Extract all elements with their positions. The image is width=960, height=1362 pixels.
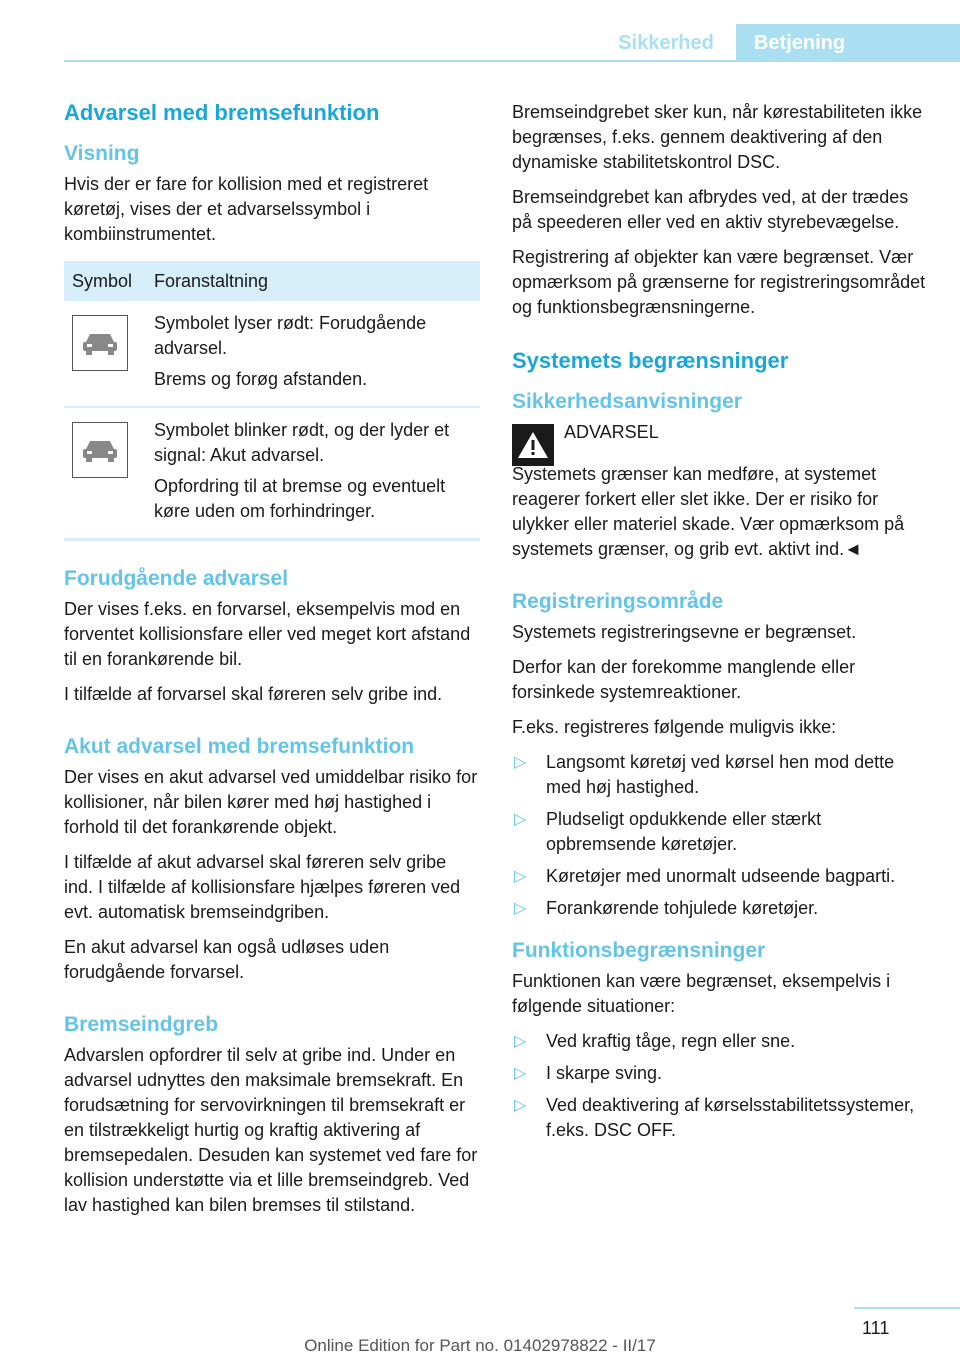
heading-pre-warning: Forudgående advarsel	[64, 567, 289, 590]
function-list	[512, 1029, 927, 1143]
paragraph: Hvis der er fare for kollision med et registreret køretøj, vises der et advarselssymbol i kombiinstrumentet.	[64, 174, 429, 244]
tab-operation[interactable]: Betjening	[736, 24, 960, 62]
paragraph: I tilfælde af forvarsel skal føreren selv gribe ind.	[64, 684, 443, 704]
tab-safety[interactable]: Sikkerhed	[618, 32, 714, 54]
paragraph: Bremseindgrebet sker kun, når kørestabiliteten ikke begrænses, f.eks. gennem deaktivering af den dynamiske stabilitetskontrol DSC.	[512, 102, 923, 172]
table-cell-text: Symbolet blinker rødt, og der lyder et signal: Akut advarsel.	[154, 420, 450, 465]
section-title-system-limits: Systemets begrænsninger	[512, 348, 789, 373]
paragraph: Derfor kan der forekomme manglende eller forsinkede systemreaktioner.	[512, 657, 856, 702]
paragraph: F.eks. registreres følgende muligvis ikke:	[512, 717, 837, 737]
bullet-icon: ▷	[514, 1033, 527, 1050]
paragraph: Der vises en akut advarsel ved umiddelbar risiko for kollisioner, når bilen kører med høj hastighed i forhold til det forankørende objekt.	[64, 767, 478, 837]
table-cell-text: Symbolet lyser rødt: Forudgående advarsel.	[154, 313, 427, 358]
list-item: ▷ Ved kraftig tåge, regn eller sne.	[512, 1029, 927, 1054]
edition-footer: Online Edition for Part no. 01402978822 - II/17	[304, 1336, 656, 1355]
heading-safety-notes: Sikkerhedsanvisninger	[512, 390, 742, 413]
list-item: ▷ Køretøjer med unormalt udseende bagparti.	[512, 864, 927, 889]
paragraph: I tilfælde af akut advarsel skal føreren selv gribe ind. I tilfælde af kollisionsfare hjælpes føreren ved evt. automatisk bremseindgriben.	[64, 852, 461, 922]
bullet-icon: ▷	[514, 868, 527, 885]
left-column	[64, 100, 480, 1228]
bullet-icon: ▷	[514, 1065, 527, 1082]
car-warning-icon	[72, 422, 128, 478]
warning-block	[512, 420, 927, 466]
warning-title: ADVARSEL	[564, 422, 659, 442]
bullet-icon: ▷	[514, 811, 527, 828]
paragraph: Der vises f.eks. en forvarsel, eksempelvis mod en forventet kollisionsfare eller ved meget kort afstand til en forankørende bil.	[64, 599, 471, 669]
paragraph: En akut advarsel kan også udløses uden forudgående forvarsel.	[64, 937, 390, 982]
table-row	[64, 407, 480, 540]
bullet-icon: ▷	[514, 1097, 527, 1114]
list-item: ▷ Pludseligt opdukkende eller stærkt opbremsende køretøjer.	[514, 809, 822, 854]
paragraph: Registrering af objekter kan være begrænset. Vær opmærksom på grænserne for registreringsområdet og funktionsbegrænsningerne.	[512, 247, 926, 317]
list-item: ▷ Forankørende tohjulede køretøjer.	[512, 896, 927, 921]
table-header-symbol: Symbol	[64, 261, 146, 301]
table-header-action: Foranstaltning	[146, 261, 480, 301]
heading-display: Visning	[64, 142, 140, 165]
section-title-brake-warning: Advarsel med bremsefunktion	[64, 100, 380, 125]
detection-list	[512, 750, 927, 921]
list-item: ▷ Langsomt køretøj ved kørsel hen mod dette med høj hastighed.	[514, 752, 895, 797]
paragraph: Advarslen opfordrer til selv at gribe ind. Under en advarsel udnyttes den maksimale bremsekraft. En forudsætning for servovirkningen til bremsekraft er en tilstrækkeligt hurtig og kraftig aktivering af bremsepedalen. Desuden kan systemet ved fare for kollision understøtte via et lille bremseindgreb. Ved lav hastighed kan bilen bremses til stilstand.	[64, 1045, 478, 1215]
paragraph: Funktionen kan være begrænset, eksempelvis i følgende situationer:	[512, 971, 891, 1016]
heading-brake-intervention: Bremseindgreb	[64, 1013, 219, 1036]
heading-function-limits: Funktionsbegrænsninger	[512, 939, 766, 962]
bullet-icon: ▷	[514, 900, 527, 917]
list-item: ▷ I skarpe sving.	[512, 1061, 927, 1086]
page-number: 111	[862, 1318, 890, 1338]
symbol-table	[64, 261, 480, 541]
table-cell-text: Brems og forøg afstanden.	[154, 369, 368, 389]
table-row	[64, 301, 480, 407]
paragraph: Systemets registreringsevne er begrænset.	[512, 622, 857, 642]
list-item: ▷ Ved deaktivering af kørselsstabilitetssystemer, f.eks. DSC OFF.	[514, 1095, 915, 1140]
car-warning-icon	[72, 315, 128, 371]
page-number-rule	[854, 1307, 960, 1309]
table-cell-text: Opfordring til at bremse og eventuelt køre uden om forhindringer.	[154, 476, 446, 521]
heading-acute-warning: Akut advarsel med bremsefunktion	[64, 735, 415, 758]
right-column	[512, 100, 927, 1155]
warning-triangle-icon	[512, 424, 554, 466]
paragraph: Bremseindgrebet kan afbrydes ved, at der trædes på speederen eller ved en aktiv styrebevægelse.	[512, 187, 909, 232]
bullet-icon: ▷	[514, 754, 527, 771]
warning-text: Systemets grænser kan medføre, at systemet reagerer forkert eller slet ikke. Der er risiko for ulykker eller materiel skade. Vær opmærksom på systemets grænser, og grib evt. aktivt ind.◄	[512, 464, 905, 559]
heading-detection-range: Registreringsområde	[512, 590, 724, 613]
